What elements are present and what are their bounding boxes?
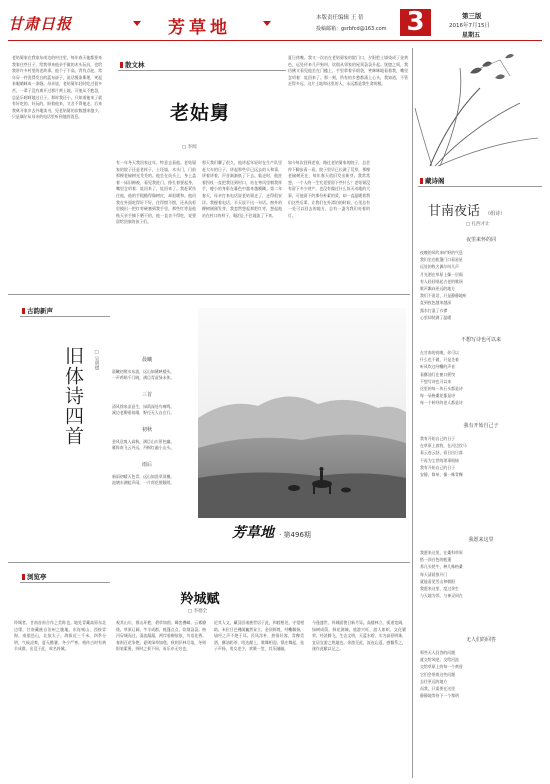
article2-column-4: 今逢盛世，羚城面貌日新月异。高楼林立，街道宽阔，绿树成荫，鲜花满城。旅游兴旺，游人如织，文化繁荣，经济腾飞。生态文明，天蓝水碧，实为高原明珠，宜居宜游之胜地也。余游至此，流连忘返，感慨系之，遂作此赋以记之。 bbox=[312, 620, 406, 652]
poem-line: 新雨初晴天色青，远山如洗翠屏横。 bbox=[112, 474, 175, 479]
poem-line: 在甘南的夜晚，你可以 bbox=[420, 350, 459, 355]
poem-line: 看酥油灯在窗口摇曳 bbox=[420, 371, 456, 377]
photo-caption bbox=[232, 522, 311, 542]
right-poem-title: 无人们的回答 bbox=[465, 637, 496, 643]
right-poem-4 bbox=[420, 536, 542, 599]
right-column-divider bbox=[412, 48, 413, 778]
poem-line: 晨曦初照水东流，远山如黛映楼头。 bbox=[112, 369, 175, 374]
article1-title: 老姑舅 bbox=[169, 102, 230, 124]
right-column-author: □ 扎西才让 bbox=[466, 222, 490, 227]
poem-line: 与天地为邻，与神灵同在 bbox=[420, 593, 463, 599]
poem-line: 什么也不做，只是坐着 bbox=[420, 357, 459, 363]
right-poem-title: 不想写诗也可以来 bbox=[460, 337, 501, 343]
article1-column-3: 那天我们聊了很久，他讲起年轻时在生产队里赶大车的日子，讲起那些早已远去的人和事，讲着讲着，声音渐渐低了下去。临走时，他拄着拐杖一直把我送到村口，站在寒风里朝我挥手，瘦小的身影在暮色中越来越模糊。第二年春天，母亲打来电话说老姑舅走了，走得很安详。我握着电话，半天说不出一句话。窗外的柳树刚刚发芽，我忽然想起那把红枣，想起他站在村口的样子，眼泪止不住地流了下来。 bbox=[202, 160, 282, 218]
right-poem-5 bbox=[420, 636, 542, 699]
poem-subtitle: 雨后 bbox=[141, 462, 152, 468]
poem-line: 看云卷云舒，看日出日落 bbox=[420, 450, 463, 456]
poem-line: 在草原上放牧，在河边饮马 bbox=[420, 443, 467, 449]
poem-line: 听风吹过经幡的声音 bbox=[420, 364, 456, 370]
poem-author: □ 吴明德 bbox=[94, 350, 99, 370]
poem-subtitle: 初秋 bbox=[141, 427, 152, 433]
poem-line: 夜晚的风吹来旷野的气息 bbox=[420, 250, 463, 255]
newspaper-logo: 甘肃日报 bbox=[8, 15, 73, 33]
masthead bbox=[0, 0, 550, 42]
right-poem-title: 我有开始自己子 bbox=[463, 423, 499, 429]
article2-label-rule bbox=[20, 582, 110, 583]
section-title: 芳草地 bbox=[168, 18, 231, 38]
photo-caption-issue: · 第496期 bbox=[279, 531, 311, 539]
poem-line: 心里却装满了温暖 bbox=[420, 314, 452, 320]
poem-subtitle: 晨曦 bbox=[141, 357, 152, 363]
poem-line: 这里的每一块石头都是诗 bbox=[420, 386, 463, 392]
poem-line: 交给草原上的每一个黄昏 bbox=[420, 664, 463, 670]
article1-author: □ 李闻 bbox=[182, 145, 197, 150]
right-column-title-text: 甘南夜话 bbox=[428, 204, 481, 219]
poem-line: 它们会带着这些问题 bbox=[420, 671, 456, 677]
poem-line: 每天清晨推开门 bbox=[420, 571, 448, 577]
article2-title: 羚城赋 bbox=[180, 592, 220, 607]
section-label-sanwen: 散文林 bbox=[120, 60, 145, 69]
poem-line: 我们坐在帐篷门口看星星 bbox=[420, 257, 463, 263]
poem-line: 养几头牦牛，种几株格桑 bbox=[420, 564, 463, 570]
edition-label: 第三版 bbox=[462, 12, 482, 20]
right-column-title bbox=[428, 200, 505, 219]
poem-line: 就能看见雪山和朝阳 bbox=[420, 578, 456, 584]
poem-line: 我有开始自己的日子 bbox=[420, 436, 456, 441]
issue-weekday: 星期五 bbox=[462, 32, 481, 39]
poem-line: 安静，简单，像一株青稞 bbox=[420, 472, 463, 478]
poem-line: 静静地等待下一个黎明 bbox=[420, 693, 459, 699]
poem-line: 我们不说话，只是静静地听 bbox=[420, 293, 467, 299]
section-label-guyun: 古韵新声 bbox=[22, 306, 53, 315]
right-poem-3 bbox=[420, 422, 542, 478]
poem-line: 露水打湿了衣襟 bbox=[420, 307, 448, 313]
article1-column-1: 老姑舅家在我家东南边的村庄里，每年春天他都要来我家住些日子，给我带来他亲手做的木头玩具，也给我讲许多村里的老故事。他个子不高，背有点驼，常年穿一件洗得发白的蓝布褂子，说话慢条斯理，笑起来眼睛眯成一条缝。母亲说，老姑舅年轻时吃过很多苦，一辈子没有离开过那片黄土地，可他从不抱怨，总是乐呵呵地过日子。那时我还小，只知道他来了就有好吃的、好玩的，盼着他来，又舍不得他走。后来我离开家乡去外地读书，见老姑舅的次数越来越少，只是偶尔从母亲的电话里听到他的消息。 bbox=[12, 55, 102, 120]
poem-line: 直到夜色越来越深 bbox=[420, 300, 452, 306]
article2-column-3: 论其人文，藏汉回诸族世居于此，和睦相处，守望相助。米拉日巴佛阁巍然耸立，金顶辉煌，经幡飘扬，诵经之声不绝于耳。民风淳朴，热情好客，青稞美酒，酥油奶茶，哈达献上，歌舞相迎。锅庄舞起，弦子声扬，男女老少，欢聚一堂，其乐融融。 bbox=[214, 620, 304, 652]
submission-email: 投稿邮箱：gsrbfcd@163.com bbox=[316, 26, 387, 32]
poem-line: 月光洒在草原上像一层霜 bbox=[420, 271, 463, 277]
poem-section-rule bbox=[20, 316, 110, 317]
poem-line: 我愿来这里，度过余生 bbox=[420, 586, 459, 592]
poem-line: 就交给风吧，交给河流 bbox=[420, 657, 459, 663]
masthead-triangle-icon-right bbox=[263, 21, 271, 26]
poem-line: 歌声飘向更远的地方 bbox=[420, 286, 456, 292]
poem-line: 而我，只需要在这里 bbox=[420, 686, 456, 692]
right-column-title-note: （组诗） bbox=[485, 211, 506, 217]
masthead-rule bbox=[8, 40, 542, 41]
poem-line: 那些无人回答的问题 bbox=[420, 650, 456, 655]
poem-line: 池塘水满蛙声闹，一片荷花照眼明。 bbox=[112, 480, 175, 485]
right-poem-1 bbox=[420, 236, 542, 321]
poem-line: 雁阵南飞云外远，丹枫红遍小山头。 bbox=[112, 445, 175, 450]
right-poem-title: 夜里来怀的同 bbox=[465, 237, 496, 243]
right-poem-title: 我愿来这里 bbox=[468, 537, 494, 543]
right-poem-2 bbox=[420, 336, 542, 407]
poem-line: 清风徐来凉意生，绿荫深处鸟啼鸣。 bbox=[112, 404, 175, 409]
poem-line: 我有开始自己的日子 bbox=[420, 464, 456, 470]
photo-caption-title: 芳草地 bbox=[232, 525, 274, 541]
poem-line: 每一个转经的老人都是诗 bbox=[420, 400, 463, 406]
poem-line: 金风送爽入高秋，满目山川景色幽。 bbox=[112, 439, 175, 444]
poem-line: 不想写诗也可以来 bbox=[420, 378, 452, 384]
article2-column-2: 观其山川，群山环抱，碧草如茵，峰峦叠嶂，云雾缭绕。草原辽阔，牛羊成群，帐篷点点，炊烟袅袅。格河穿城而过，清流潺潺，两岸垂柳依依，鸟语花香。春则百花争艳，夏则绿草如毯，秋则层林尽染，冬则银装素裹，四时之景不同，而乐亦无穷也。 bbox=[116, 620, 206, 652]
article2-author: □ 李德全 bbox=[188, 609, 208, 614]
poem-line: 每一朵格桑花都是诗 bbox=[420, 393, 456, 399]
poem-line: 不再为尘世的琐事烦恼 bbox=[420, 457, 459, 463]
article1-column-2: 有一年冬天我回家过年，特意去看他。老姑舅家的院子还是老样子，土坯墙，木头门，门前那棵老榆树光秃秃的。他坐在炕头上，身上盖着一床旧棉被，看见我进门，挣扎着要起身，嘴里念叨着：娃回来了，娃回来了。我赶紧扶住他，他的手粗糙得像树皮，却很暖和。他问我在外面吃得好不好，住得惯不惯，还从炕柜里摸出一把红枣硬塞到我手里。那些红枣是他秋天亲手摘下晒干的，他一直舍不得吃，说要留给回家的孩子们。 bbox=[116, 160, 196, 225]
section-label-zangshi: 藏诗阁 bbox=[420, 176, 445, 185]
section-label-liulan: 浏览亭 bbox=[22, 572, 47, 581]
poem-body bbox=[112, 356, 182, 516]
issue-date: 2016年7月15日 bbox=[449, 23, 490, 29]
article1-top-rule bbox=[118, 70, 286, 71]
article1-column-4: 如今每次回到老家，路过老姑舅家的院子，总会停下脚步看一看。院子里早已长满了荒草，那棵老榆树还在，每年春天依旧发出新芽。我常常想，一个人的一生究竟要留下些什么？老姑舅没有留下多少财产，也没有做过什么惊天动地的大事，可他留下的那份朴素的爱，却一直温暖着我们这些后辈，让我们在外漂泊的时候，心里总有一处可以回去的地方，总有一盏为我们亮着的灯。 bbox=[288, 160, 370, 218]
masthead-triangle-icon bbox=[133, 21, 141, 26]
orchid-illustration bbox=[410, 48, 545, 168]
article1-column-5: 夏日傍晚，我又一次站在老姑舅家的院门口，夕阳把土墙染成了金黄色，远处传来几声狗叫，炊烟从邻家的屋顶袅袅升起。恍惚之间，我仿佛又看见他坐在门槛上，手里拿着旱烟袋，笑眯眯地看着我，嘴里念叨着：娃回来了。那一刻，所有的乡愁都涌上心头，我知道，不管走得多远，这片土地和这里的人，永远都是我生命的根。 bbox=[288, 55, 408, 87]
poem-vertical-title: 旧体诗四首 bbox=[62, 346, 84, 446]
editor-credit: 本版责任编辑 王 蓓 bbox=[316, 15, 364, 21]
poem-line: 有人轻轻唱起古老的歌谣 bbox=[420, 278, 463, 284]
poem-subtitle: 三首 bbox=[141, 392, 152, 398]
poem-bottom-rule bbox=[8, 562, 410, 563]
poem-line: 远处的牧犬偶尔叫几声 bbox=[420, 264, 459, 270]
page-number: 3 bbox=[406, 7, 425, 37]
article2-column-1: 羚城者，甘南首府合作之美称也。地处青藏高原东北边缘，甘南藏族自治州之腹地。东连岷山，西接青海，南望迭山，北依太子。海拔近三千米，四季分明，气候凉爽，夏无酷暑，冬少严寒。相传古时有黄羊成群，出没于此，故名羚城。 bbox=[14, 620, 106, 652]
right-column-label-rule bbox=[418, 186, 542, 187]
poem-line: 我愿来这里，在桑科草原 bbox=[420, 550, 463, 555]
poem-line: 一声鸡唱千门晓，满目青苗绿未休。 bbox=[112, 375, 175, 380]
poem-line: 溪边老柳垂丝细，野径无人自在行。 bbox=[112, 410, 175, 415]
grassland-photo bbox=[198, 308, 406, 518]
poem-line: 去往更远的地方 bbox=[420, 678, 448, 684]
article1-bottom-rule bbox=[8, 294, 410, 295]
poem-line: 搭一顶白色的帐篷 bbox=[420, 557, 452, 563]
